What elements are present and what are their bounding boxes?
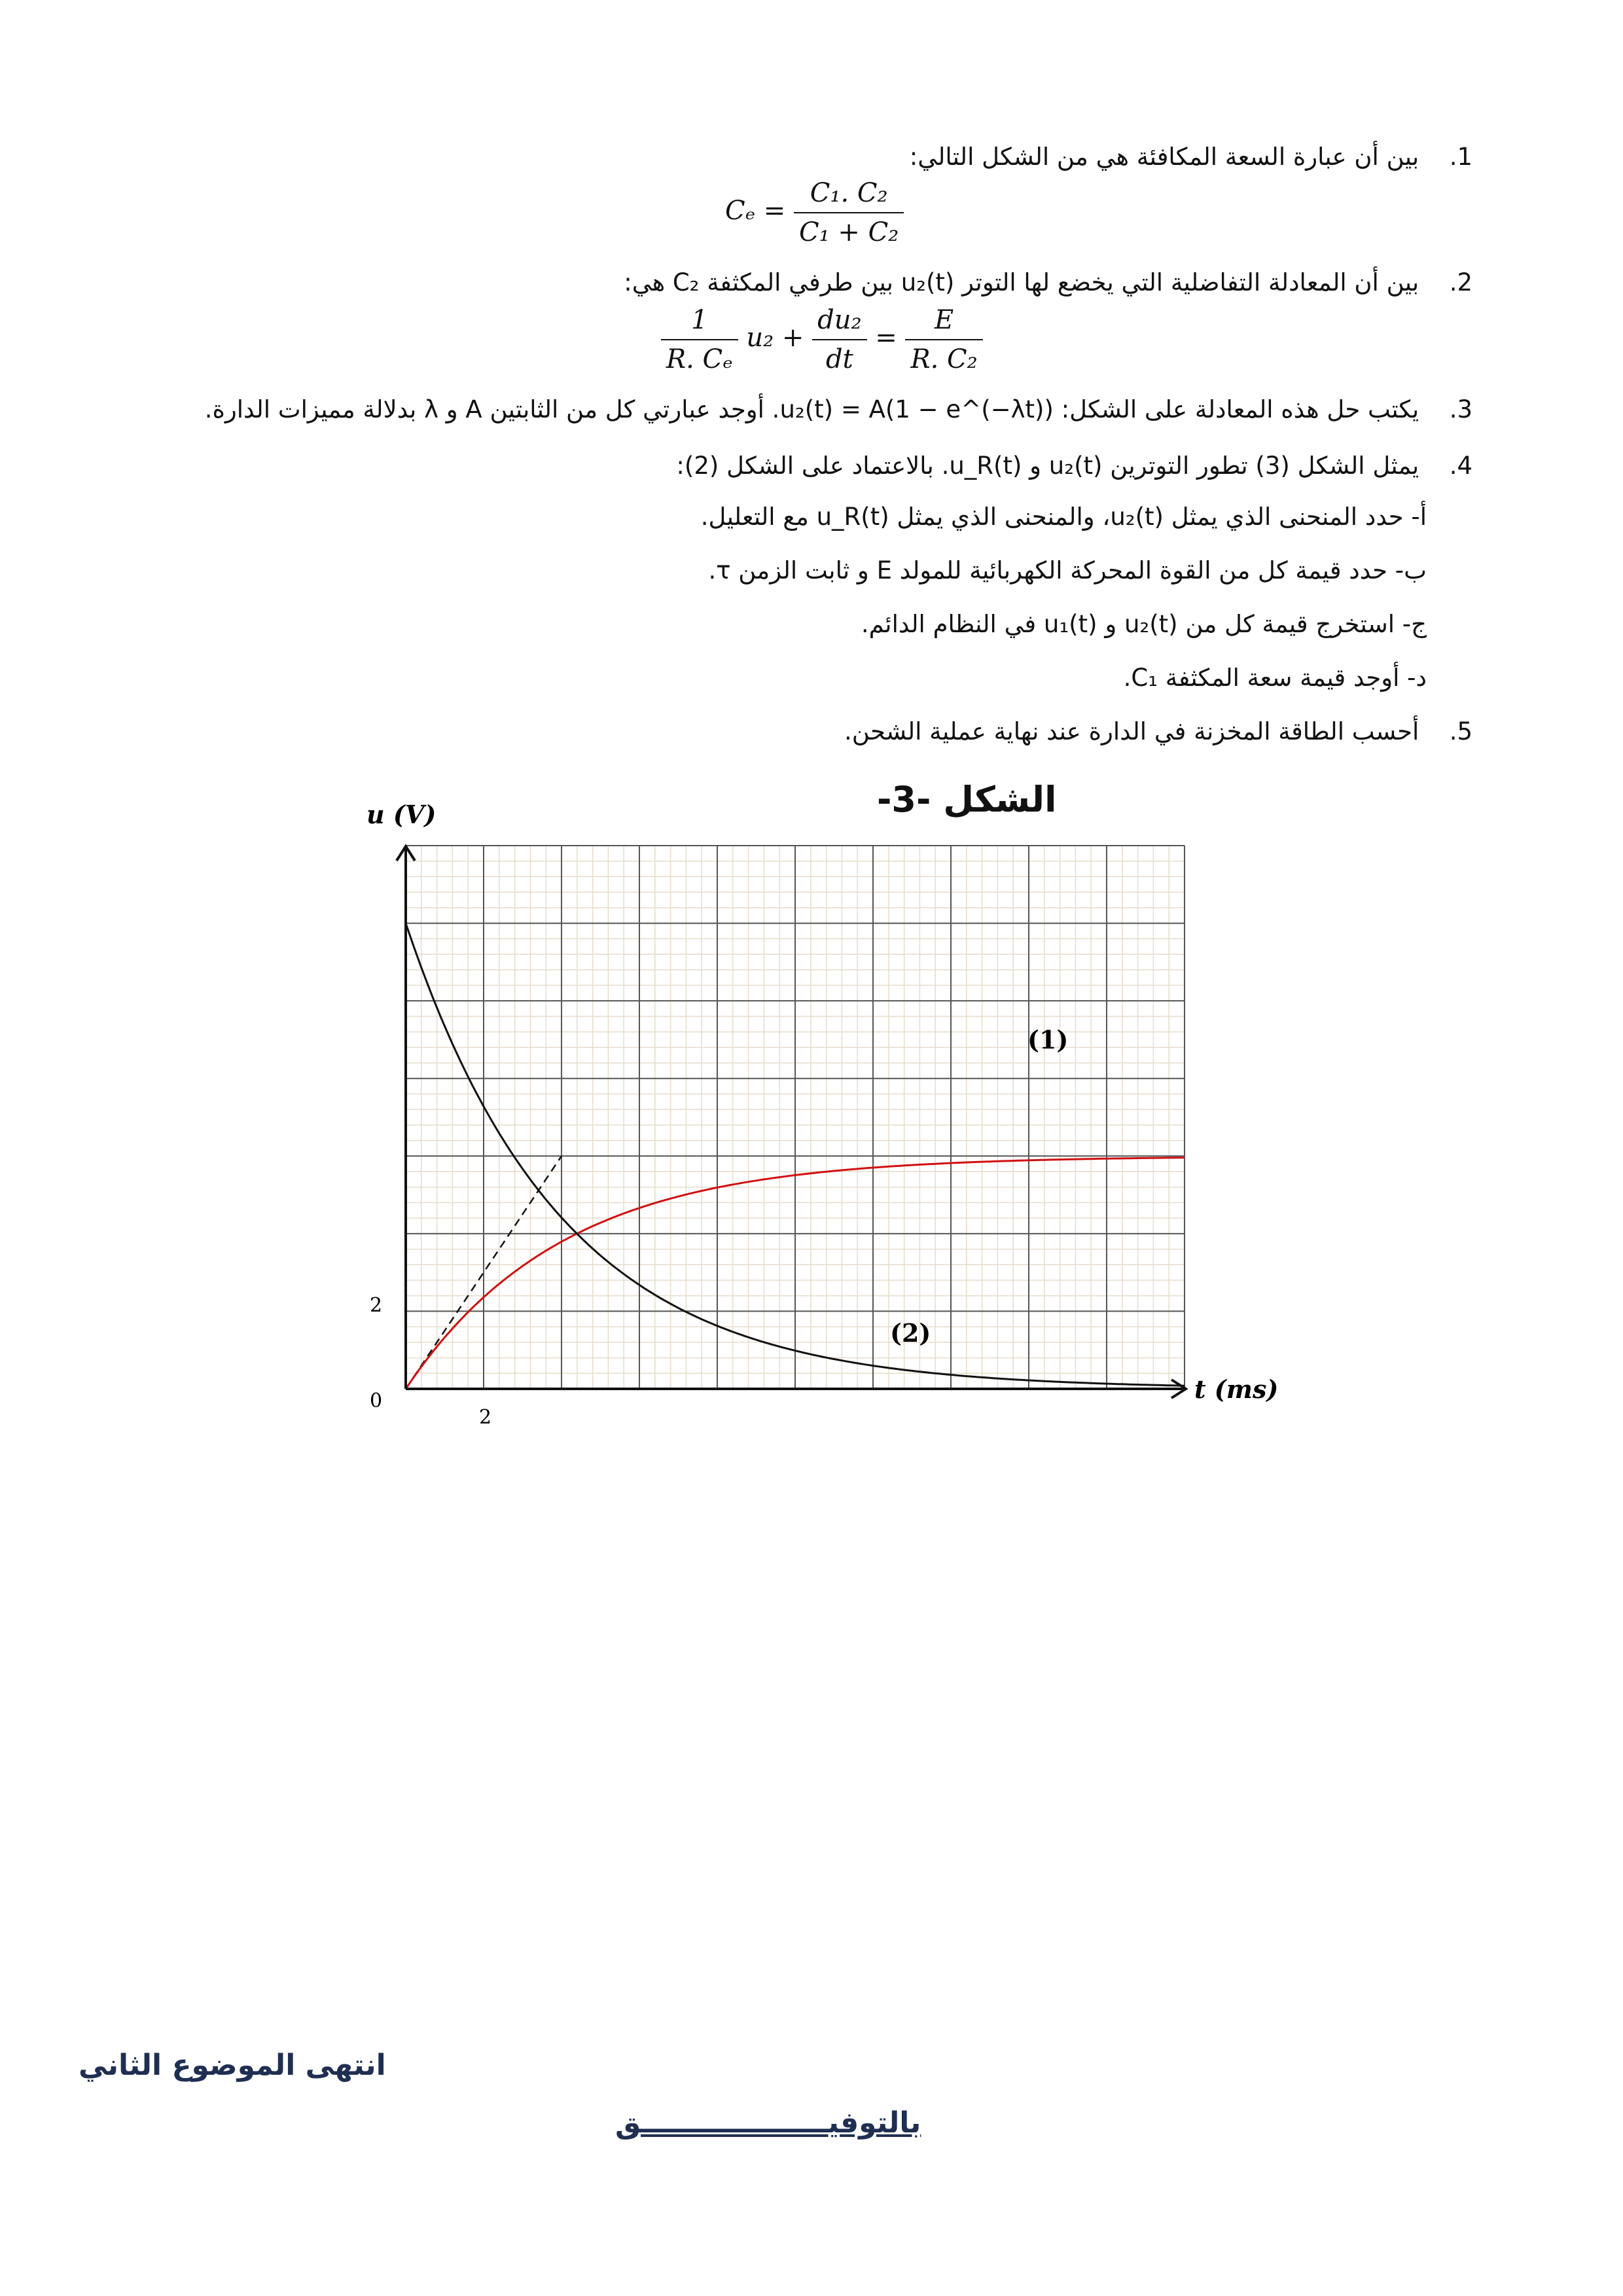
formula1-denominator: C₁ + C₂ xyxy=(799,217,899,247)
question-1-text: بين أن عبارة السعة المكافئة هي من الشكل التالي: xyxy=(909,143,1419,171)
sub-question-b: ب- حدد قيمة كل من القوة المحركة الكهربائية للمولد E و ثابت الزمن τ. xyxy=(708,556,1427,584)
question-1-number: 1. xyxy=(1449,143,1472,171)
formula2-equals: = xyxy=(875,323,897,353)
x-axis-label: t (ms) xyxy=(1194,1374,1279,1404)
major-grid xyxy=(406,846,1185,1389)
question-3-text: يكتب حل هذه المعادلة على الشكل: u₂(t) = A(1 − e^(−λt)). أوجد عبارتي كل من الثابتين A و λ بدلالة مميزات الدارة. xyxy=(204,395,1419,423)
curve-2-label: (2) xyxy=(890,1318,931,1348)
formula2-term2-den: dt xyxy=(825,344,853,374)
question-4-number: 4. xyxy=(1449,452,1472,480)
question-2-text: بين أن المعادلة التفاضلية التي يخضع لها التوتر u₂(t) بين طرفي المكثفة C₂ هي: xyxy=(624,268,1419,296)
sub-question-c: ج- استخرج قيمة كل من u₂(t) و u₁(t) في النظام الدائم. xyxy=(861,610,1427,638)
formula1-lhs: Cₑ = xyxy=(725,196,786,226)
formula1-numerator: C₁. C₂ xyxy=(794,178,904,213)
figure-title: الشكل -3- xyxy=(877,779,1057,820)
formula2-term3-num: E xyxy=(905,305,982,340)
y-axis-label: u (V) xyxy=(366,800,437,829)
end-of-subject-text: انتهى الموضوع الثاني xyxy=(79,2049,386,2082)
y-tick-label: 2 xyxy=(370,1294,383,1317)
formula2-var: u₂ + xyxy=(746,323,804,353)
curve-1-label: (1) xyxy=(1027,1025,1069,1054)
formula2-term1-num: 1 xyxy=(661,305,738,340)
sub-question-d: د- أوجد قيمة سعة المكثفة C₁. xyxy=(1123,664,1427,692)
origin-label: 0 xyxy=(370,1390,383,1412)
question-5-text: أحسب الطاقة المخزنة في الدارة عند نهاية عملية الشحن. xyxy=(844,717,1419,745)
question-5-number: 5. xyxy=(1449,717,1472,745)
formula2-term2-num: du₂ xyxy=(812,305,866,340)
sub-question-a: أ- حدد المنحنى الذي يمثل u₂(t)، والمنحنى الذي يمثل u_R(t) مع التعليل. xyxy=(700,503,1427,531)
good-luck-text: بالتوفيـــــــــــــــــــق xyxy=(615,2106,921,2140)
formula2-term1-den: R. Cₑ xyxy=(666,344,733,374)
question-2-number: 2. xyxy=(1449,268,1472,296)
formula2-term3-den: R. C₂ xyxy=(910,344,978,374)
question-4-text: يمثل الشكل (3) تطور التوترين u₂(t) و u_R(t). بالاعتماد على الشكل (2): xyxy=(676,452,1419,480)
x-tick-label: 2 xyxy=(479,1406,492,1429)
question-3-number: 3. xyxy=(1449,395,1472,423)
